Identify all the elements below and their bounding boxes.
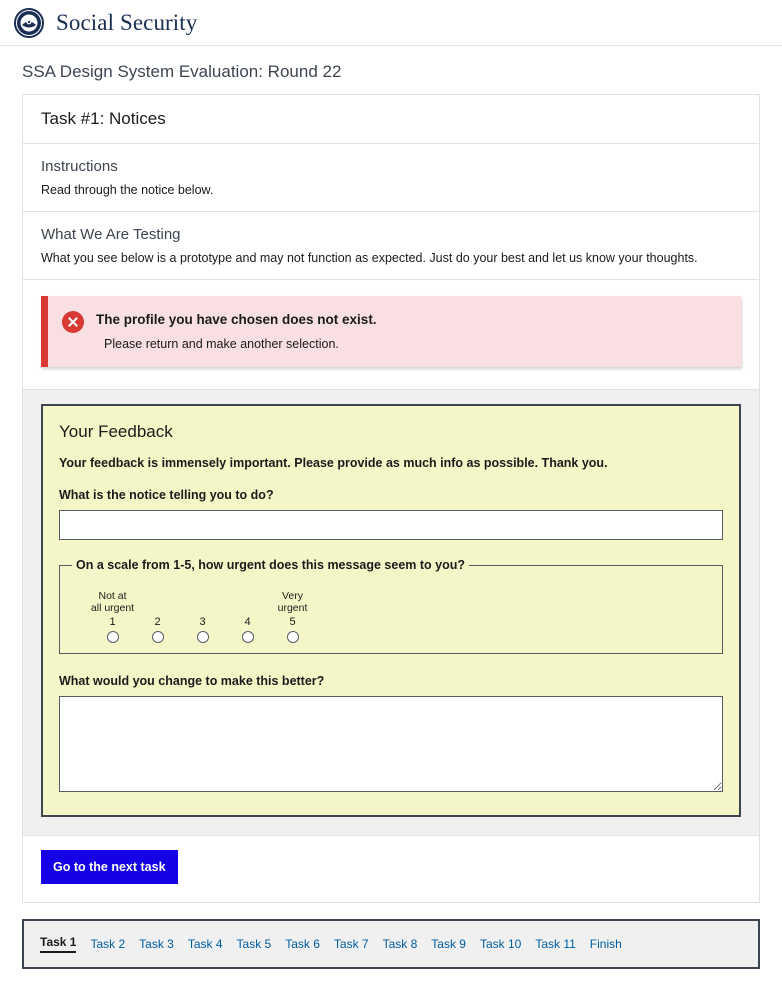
ssa-seal-icon	[14, 8, 44, 38]
scale-low-anchor	[90, 590, 135, 616]
feedback-heading: Your Feedback	[59, 422, 173, 441]
feedback-section	[23, 390, 759, 836]
question3-label: What would you change to make this better?	[59, 674, 325, 689]
tasknav-item-task-1[interactable]: Task 1	[40, 935, 76, 953]
scale-high-anchor-line2: urgent	[277, 602, 308, 614]
task-navigation	[22, 919, 760, 969]
scale-option-4	[225, 590, 270, 643]
scale-label-2: 2	[154, 616, 161, 628]
question3-block	[59, 674, 723, 797]
scale-label-4: 4	[244, 616, 251, 628]
tasknav-item-task-11[interactable]: Task 11	[535, 937, 576, 952]
question1-label: What is the notice telling you to do?	[59, 488, 274, 502]
scale-low-anchor-line1: Not at	[98, 590, 127, 602]
next-task-button[interactable]: Go to the next task	[41, 850, 178, 884]
testing-text: What you see below is a prototype and may not function as expected. Just do your best and let us know your thoughts.	[41, 251, 698, 265]
scale-radio-3[interactable]	[197, 631, 209, 643]
scale-label-1: 1	[109, 616, 116, 628]
scale-option-2	[135, 590, 180, 643]
page-title: Task #1: Notices	[23, 95, 759, 144]
alert-text: Please return and make another selection.	[104, 337, 339, 351]
action-row	[23, 836, 759, 902]
tasknav-item-task-4[interactable]: Task 4	[187, 937, 223, 952]
scale-label-5: 5	[289, 616, 296, 628]
scale-high-anchor-line1: Very	[281, 590, 303, 602]
tasknav-item-task-9[interactable]: Task 9	[431, 937, 466, 952]
scale-low-anchor-line2: all urgent	[90, 602, 135, 614]
scale-radio-4[interactable]	[242, 631, 254, 643]
scale-option-1	[90, 590, 135, 643]
tasknav-item-task-3[interactable]: Task 3	[139, 937, 174, 952]
instructions-text: Read through the notice below.	[41, 183, 214, 197]
feedback-lead: Your feedback is immensely important. Please provide as much info as possible. Thank you.	[59, 456, 608, 470]
task-card	[22, 94, 760, 903]
testing-section	[23, 212, 759, 280]
urgency-scale	[72, 590, 710, 643]
urgency-scale-legend: On a scale from 1-5, how urgent does this message seem to you?	[76, 558, 465, 572]
tasknav-item-task-5[interactable]: Task 5	[236, 937, 272, 952]
instructions-section	[23, 144, 759, 212]
question1-input[interactable]	[59, 510, 723, 540]
scale-radio-5[interactable]	[287, 631, 299, 643]
scale-radio-1[interactable]	[107, 631, 119, 643]
tasknav-item-task-6[interactable]: Task 6	[285, 937, 320, 952]
feedback-panel	[41, 404, 741, 817]
scale-option-3	[180, 590, 225, 643]
alert-heading: The profile you have chosen does not exist.	[96, 312, 377, 327]
urgency-scale-fieldset	[59, 558, 723, 654]
scale-label-3: 3	[199, 616, 206, 628]
site-title: Social Security	[56, 9, 198, 35]
alert-body	[96, 310, 377, 351]
tasknav-item-task-7[interactable]: Task 7	[333, 937, 369, 952]
tasknav-item-finish[interactable]: Finish	[589, 937, 622, 952]
tasknav-item-task-2[interactable]: Task 2	[90, 937, 126, 952]
scale-radio-2[interactable]	[152, 631, 164, 643]
tasknav-item-task-10[interactable]: Task 10	[479, 937, 522, 952]
alert-section	[23, 280, 759, 390]
scale-high-anchor	[270, 590, 315, 616]
page-subtitle: SSA Design System Evaluation: Round 22	[22, 62, 342, 81]
testing-heading: What We Are Testing	[41, 226, 181, 243]
task-navigation-list	[40, 935, 742, 953]
tasknav-item-task-8[interactable]: Task 8	[382, 937, 418, 952]
error-alert	[41, 296, 741, 367]
question3-textarea[interactable]	[59, 696, 723, 792]
scale-option-5	[270, 590, 315, 643]
error-circle-icon	[62, 311, 84, 333]
site-header	[0, 0, 782, 46]
instructions-heading: Instructions	[41, 158, 118, 175]
